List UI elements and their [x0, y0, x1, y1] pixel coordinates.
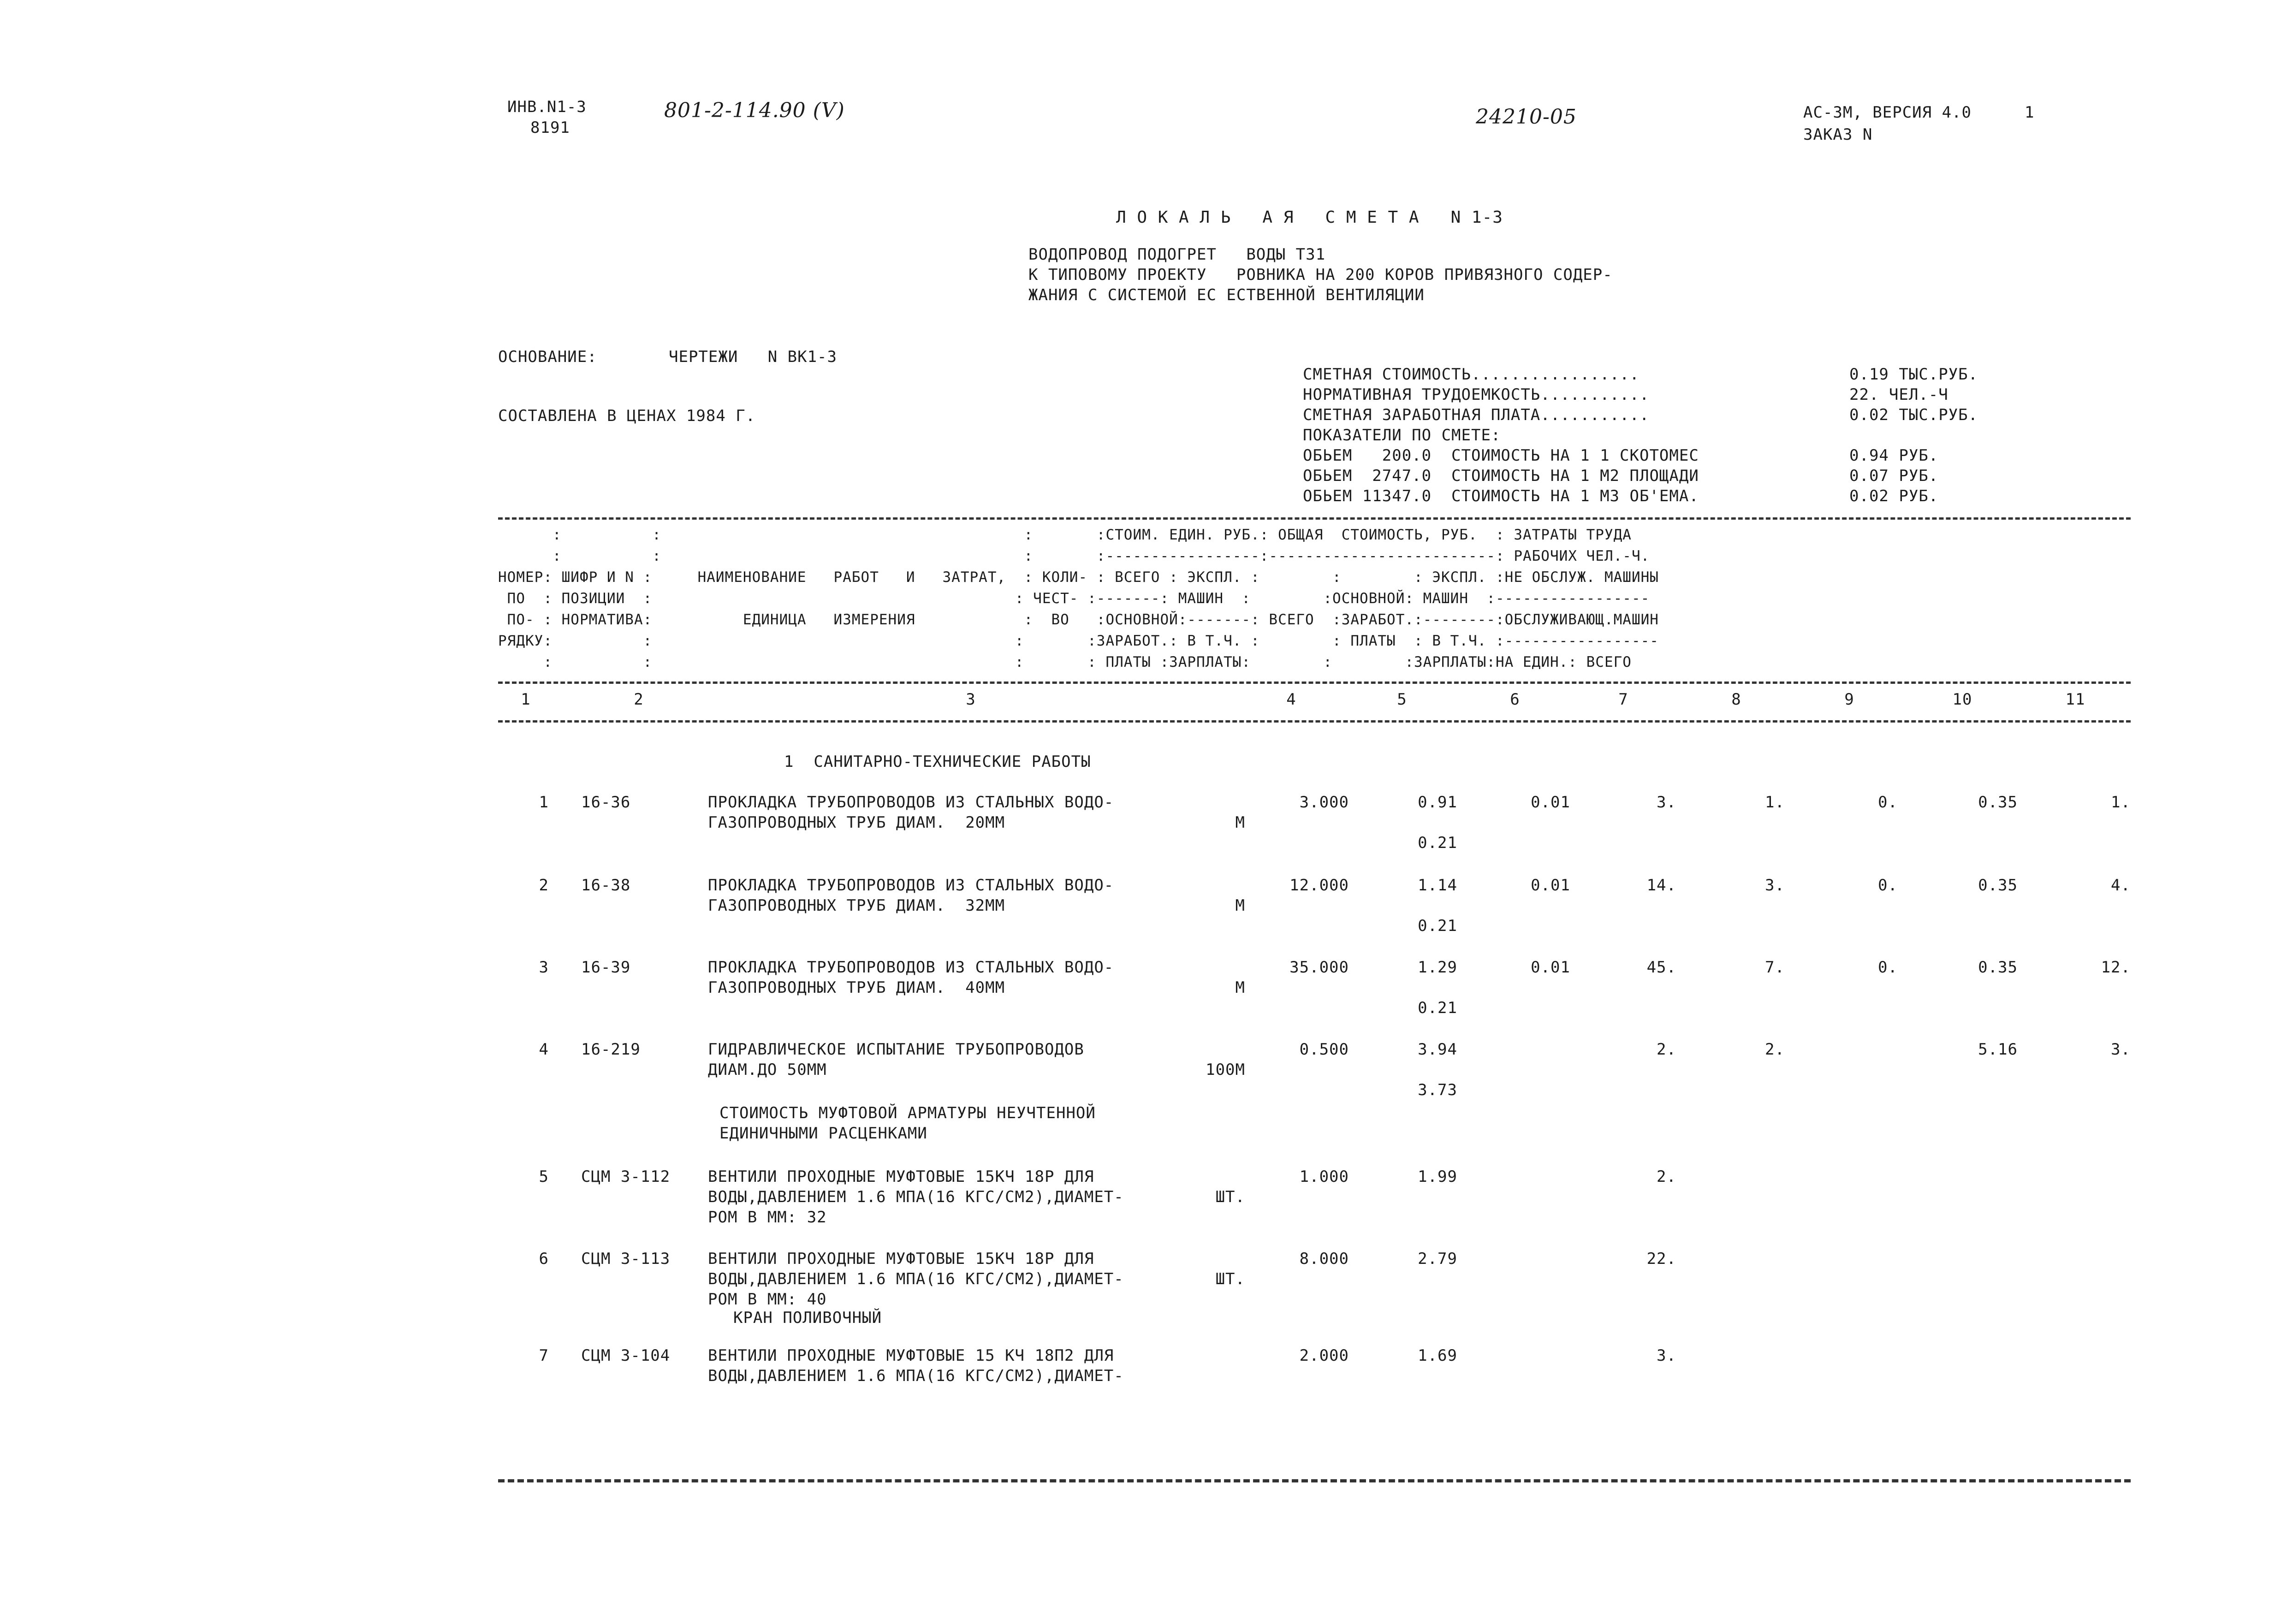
column-number: 7: [1618, 690, 1628, 709]
unit-wage: 0.21: [1418, 999, 1457, 1017]
work-name-line-1: ВЕНТИЛИ ПРОХОДНЫЕ МУФТОВЫЕ 15КЧ 18Р ДЛЯ: [708, 1168, 1094, 1186]
total-cost: 3.: [1657, 1346, 1676, 1365]
unit-wage: 0.21: [1418, 834, 1457, 852]
unit-total-cost: 1.14: [1418, 876, 1457, 895]
continuation-rule: [498, 1479, 2131, 1482]
summary-label: ОБЬЕМ 200.0 СТОИМОСТЬ НА 1 1 СКОТОМЕС: [1303, 446, 1699, 465]
note-line-2: ЕДИНИЧНЫМИ РАСЦЕНКАМИ: [719, 1124, 927, 1143]
total-wage: 1.: [1765, 793, 1785, 812]
unit-total-cost: 1.99: [1418, 1168, 1457, 1186]
handwritten-note: 24210-05: [1476, 105, 1577, 129]
unit: М: [1235, 978, 1245, 997]
project-code: 801-2-114.90 (V): [664, 99, 845, 122]
unit-machine-cost: 0.01: [1531, 958, 1570, 977]
norm-code: 16-39: [581, 958, 631, 977]
header-line: : : : :СТОИМ. ЕДИН. РУБ.: ОБЩАЯ СТОИМОСТЬ, РУБ. : ЗАТРАТЫ ТРУДА: [498, 527, 1632, 543]
labor-per-unit: 0.35: [1978, 958, 2018, 977]
row-number: 1: [539, 793, 549, 812]
unit: ШТ.: [1215, 1188, 1245, 1206]
total-machine-cost: 0.: [1878, 958, 1898, 977]
quantity: 35.000: [1289, 958, 1349, 977]
column-number: 9: [1844, 690, 1854, 709]
row-number: 2: [539, 876, 549, 895]
unit-total-cost: 3.94: [1418, 1040, 1457, 1059]
labor-per-unit: 0.35: [1978, 876, 2018, 895]
labor-total: 12.: [2101, 958, 2131, 977]
header-line: : : : :-----------------:-------------------------: РАБОЧИХ ЧЕЛ.-Ч.: [498, 548, 1650, 564]
total-machine-cost: 0.: [1878, 876, 1898, 895]
summary-value: 0.94 РУБ.: [1849, 446, 1939, 465]
work-name-line-2: ВОДЫ,ДАВЛЕНИЕМ 1.6 МПА(16 КГС/СМ2),ДИАМЕТ-: [708, 1367, 1124, 1385]
summary-value: 0.02 ТЫС.РУБ.: [1849, 406, 1978, 424]
total-wage: 2.: [1765, 1040, 1785, 1059]
total-cost: 2.: [1657, 1168, 1676, 1186]
column-numbers-rule: [498, 720, 2131, 723]
summary-label: ОБЬЕМ 2747.0 СТОИМОСТЬ НА 1 М2 ПЛОЩАДИ: [1303, 467, 1699, 485]
norm-code: 16-36: [581, 793, 631, 812]
row-number: 5: [539, 1168, 549, 1186]
work-name-line-2: ВОДЫ,ДАВЛЕНИЕМ 1.6 МПА(16 КГС/СМ2),ДИАМЕТ-: [708, 1270, 1124, 1288]
total-wage: 7.: [1765, 958, 1785, 977]
summary-label: НОРМАТИВНАЯ ТРУДОЕМКОСТЬ...........: [1303, 385, 1650, 404]
norm-code: 16-219: [581, 1040, 641, 1059]
unit-wage: 3.73: [1418, 1081, 1457, 1099]
norm-code: СЦМ 3-104: [581, 1346, 671, 1365]
work-name-line-3: РОМ В ММ: 40: [708, 1290, 827, 1309]
work-name-line-1: ПРОКЛАДКА ТРУБОПРОВОДОВ ИЗ СТАЛЬНЫХ ВОДО-: [708, 958, 1114, 977]
summary-label: СМЕТНАЯ ЗАРАБОТНАЯ ПЛАТА...........: [1303, 406, 1650, 424]
labor-total: 3.: [2111, 1040, 2131, 1059]
quantity: 1.000: [1299, 1168, 1349, 1186]
quantity: 3.000: [1299, 793, 1349, 812]
unit-wage: 0.21: [1418, 917, 1457, 935]
row-number: 3: [539, 958, 549, 977]
column-number: 8: [1731, 690, 1741, 709]
unit-machine-cost: 0.01: [1531, 876, 1570, 895]
labor-per-unit: 0.35: [1978, 793, 2018, 812]
column-number: 4: [1286, 690, 1296, 709]
title-line-1: ВОДОПРОВОД ПОДОГРЕТ ВОДЫ Т31: [1028, 245, 1326, 264]
document-title: Л О К А Л Ь А Я С М Е Т А N 1-3: [1116, 208, 1503, 227]
section-title: 1 САНИТАРНО-ТЕХНИЧЕСКИЕ РАБОТЫ: [784, 753, 1091, 771]
work-name-line-3: РОМ В ММ: 32: [708, 1208, 827, 1227]
unit-machine-cost: 0.01: [1531, 793, 1570, 812]
summary-value: 0.19 ТЫС.РУБ.: [1849, 365, 1978, 384]
work-name-line-2: ГАЗОПРОВОДНЫХ ТРУБ ДИАМ. 32ММ: [708, 896, 1005, 915]
column-number: 10: [1952, 690, 1972, 709]
norm-code: СЦМ 3-112: [581, 1168, 671, 1186]
work-name-line-2: ГАЗОПРОВОДНЫХ ТРУБ ДИАМ. 20ММ: [708, 813, 1005, 832]
row-number: 6: [539, 1250, 549, 1268]
inventory-number: ИНВ.N1-3: [507, 98, 587, 116]
labor-per-unit: 5.16: [1978, 1040, 2018, 1059]
table-top-rule: [498, 517, 2131, 520]
header-line: ПО : ПОЗИЦИИ : : ЧЕСТ- :-------: МАШИН : :ОСНОВНОЙ: МАШИН :-----------------: [498, 590, 1650, 607]
unit-total-cost: 1.29: [1418, 958, 1457, 977]
note-valve: КРАН ПОЛИВОЧНЫЙ: [733, 1309, 882, 1327]
work-name-line-1: ВЕНТИЛИ ПРОХОДНЫЕ МУФТОВЫЕ 15 КЧ 18П2 ДЛЯ: [708, 1346, 1114, 1365]
total-cost: 45.: [1646, 958, 1676, 977]
unit: М: [1235, 813, 1245, 832]
total-cost: 22.: [1646, 1250, 1676, 1268]
total-cost: 3.: [1657, 793, 1676, 812]
summary-label: СМЕТНАЯ СТОИМОСТЬ.................: [1303, 365, 1640, 384]
work-name-line-2: ВОДЫ,ДАВЛЕНИЕМ 1.6 МПА(16 КГС/СМ2),ДИАМЕТ-: [708, 1188, 1124, 1206]
order-number: ЗАКАЗ N: [1803, 125, 1873, 144]
work-name-line-1: ВЕНТИЛИ ПРОХОДНЫЕ МУФТОВЫЕ 15КЧ 18Р ДЛЯ: [708, 1250, 1094, 1268]
work-name-line-2: ГАЗОПРОВОДНЫХ ТРУБ ДИАМ. 40ММ: [708, 978, 1005, 997]
note-line-1: СТОИМОСТЬ МУФТОВОЙ АРМАТУРЫ НЕУЧТЕННОЙ: [719, 1104, 1096, 1122]
row-number: 7: [539, 1346, 549, 1365]
basis-label: ОСНОВАНИЕ:: [498, 348, 597, 366]
labor-total: 4.: [2111, 876, 2131, 895]
column-number: 5: [1397, 690, 1407, 709]
column-number: 6: [1510, 690, 1520, 709]
work-name-line-2: ДИАМ.ДО 50ММ: [708, 1061, 827, 1079]
summary-label: ПОКАЗАТЕЛИ ПО СМЕТЕ:: [1303, 426, 1501, 445]
unit-total-cost: 2.79: [1418, 1250, 1457, 1268]
column-number: 11: [2065, 690, 2085, 709]
quantity: 2.000: [1299, 1346, 1349, 1365]
page-number: 1: [2025, 103, 2035, 122]
title-line-2: К ТИПОВОМУ ПРОЕКТУ РОВНИКА НА 200 КОРОВ ПРИВЯЗНОГО СОДЕР-: [1028, 266, 1613, 284]
quantity: 0.500: [1299, 1040, 1349, 1059]
unit-total-cost: 1.69: [1418, 1346, 1457, 1365]
basis-value: ЧЕРТЕЖИ N ВК1-3: [669, 348, 837, 366]
price-basis: СОСТАВЛЕНА В ЦЕНАХ 1984 Г.: [498, 407, 756, 425]
unit: 100М: [1206, 1061, 1245, 1079]
work-name-line-1: ПРОКЛАДКА ТРУБОПРОВОДОВ ИЗ СТАЛЬНЫХ ВОДО-: [708, 876, 1114, 895]
work-name-line-1: ПРОКЛАДКА ТРУБОПРОВОДОВ ИЗ СТАЛЬНЫХ ВОДО-: [708, 793, 1114, 812]
total-cost: 2.: [1657, 1040, 1676, 1059]
header-line: : : : : ПЛАТЫ :ЗАРПЛАТЫ: : :ЗАРПЛАТЫ:НА ЕДИН.: ВСЕГО: [498, 654, 1632, 670]
row-number: 4: [539, 1040, 549, 1059]
summary-value: 0.02 РУБ.: [1849, 487, 1939, 505]
column-number: 1: [521, 690, 531, 709]
unit: М: [1235, 896, 1245, 915]
header-bottom-rule: [498, 682, 2131, 684]
labor-total: 1.: [2111, 793, 2131, 812]
quantity: 8.000: [1299, 1250, 1349, 1268]
total-machine-cost: 0.: [1878, 793, 1898, 812]
summary-value: 0.07 РУБ.: [1849, 467, 1939, 485]
header-line: ПО- : НОРМАТИВА: ЕДИНИЦА ИЗМЕРЕНИЯ : ВО :ОСНОВНОЙ:-------: ВСЕГО :ЗАРАБОТ.:--------:ОБСЛУЖИВАЮЩ.МАШИН: [498, 611, 1659, 628]
norm-code: 16-38: [581, 876, 631, 895]
unit: ШТ.: [1215, 1270, 1245, 1288]
title-line-3: ЖАНИЯ С СИСТЕМОЙ ЕС ЕСТВЕННОЙ ВЕНТИЛЯЦИИ: [1028, 286, 1425, 304]
column-number: 3: [966, 690, 976, 709]
unit-total-cost: 0.91: [1418, 793, 1457, 812]
header-line: НОМЕР: ШИФР И N : НАИМЕНОВАНИЕ РАБОТ И ЗАТРАТ, : КОЛИ- : ВСЕГО : ЭКСПЛ. : : : ЭКСПЛ. :НЕ ОБСЛУЖ. МАШИНЫ: [498, 569, 1659, 586]
header-line: РЯДКУ: : : :ЗАРАБОТ.: В Т.Ч. : : ПЛАТЫ : В Т.Ч. :-----------------: [498, 633, 1659, 649]
summary-label: ОБЬЕМ 11347.0 СТОИМОСТЬ НА 1 М3 ОБ'ЕМА.: [1303, 487, 1699, 505]
work-name-line-1: ГИДРАВЛИЧЕСКОЕ ИСПЫТАНИЕ ТРУБОПРОВОДОВ: [708, 1040, 1084, 1059]
quantity: 12.000: [1289, 876, 1349, 895]
column-number: 2: [634, 690, 644, 709]
system-version: АС-3М, ВЕРСИЯ 4.0: [1803, 103, 1972, 122]
norm-code: СЦМ 3-113: [581, 1250, 671, 1268]
inventory-code: 8191: [530, 119, 570, 137]
total-wage: 3.: [1765, 876, 1785, 895]
total-cost: 14.: [1646, 876, 1676, 895]
summary-value: 22. ЧЕЛ.-Ч: [1849, 385, 1948, 404]
